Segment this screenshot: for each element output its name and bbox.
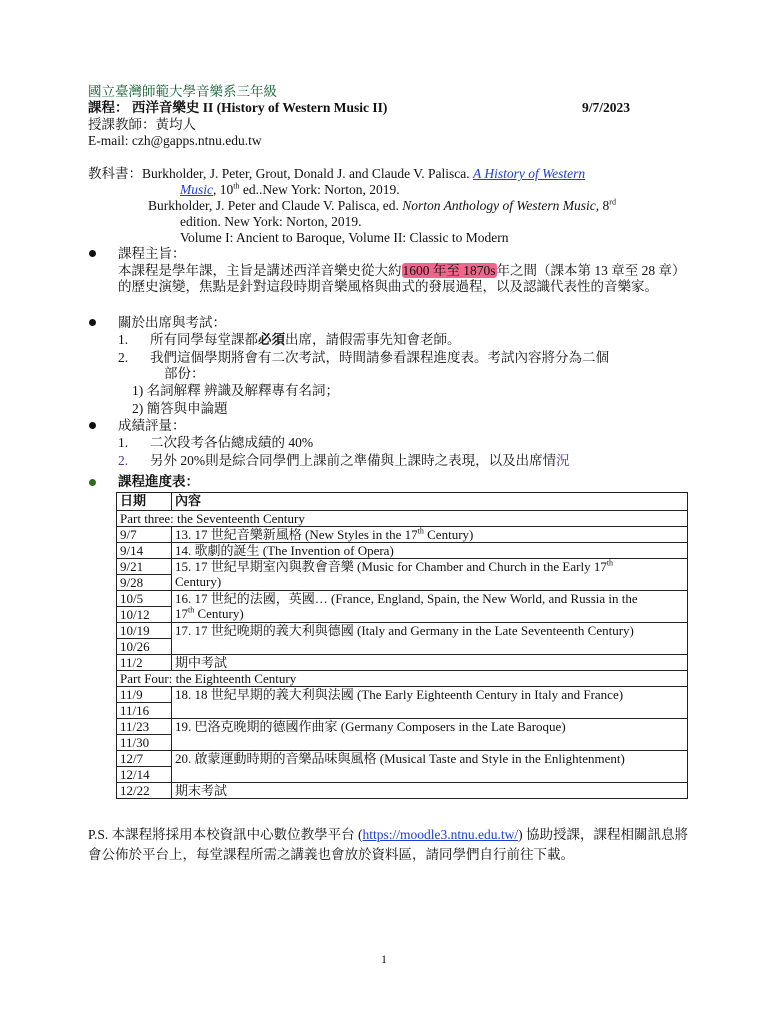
date-cell-top: 11/9	[117, 687, 171, 703]
instructor: 授課教師：黃均人	[88, 117, 196, 132]
date-cell: 9/14	[117, 543, 172, 559]
date-cell-top: 12/7	[117, 751, 171, 767]
attendance-item-1-num: 1.	[118, 332, 129, 347]
table-row	[117, 783, 688, 799]
content-text: Century)	[175, 574, 222, 589]
section-row	[117, 671, 688, 687]
textbook-1-edition: , 10	[213, 182, 234, 197]
textbook-1-title-link[interactable]: A History of Western	[473, 166, 586, 181]
section-row	[117, 511, 688, 527]
date-cell-bottom: 9/28	[120, 575, 144, 590]
attendance-item-2-num: 2.	[118, 350, 129, 365]
exam-part-2: 2) 簡答與申論題	[132, 401, 228, 416]
ps-note	[88, 825, 688, 865]
date-cell-top: 10/5	[117, 591, 171, 607]
grading-item-2-num: 2.	[118, 453, 129, 468]
content-text: 17	[175, 606, 188, 621]
grading-item-2-a: 另外 20%則是綜合同學們上課前之準備與上課時之表現，以及出席情	[150, 453, 557, 468]
ps-text-a: P.S. 本課程將採用本校資訊中心數位教學平台 (	[88, 827, 363, 842]
course-label: 課程：	[88, 100, 129, 115]
attendance-must: 必須	[258, 332, 285, 347]
table-row	[117, 687, 688, 719]
content-text: Century)	[423, 527, 474, 542]
date-cell-bottom: 11/16	[120, 703, 150, 718]
attendance-item-1-b: 出席，請假需事先知會老師。	[285, 332, 461, 347]
date-cell: 12/22	[117, 783, 172, 799]
textbook-line-4: edition. New York: Norton, 2019.	[180, 214, 362, 229]
course-title	[88, 100, 631, 116]
table-row	[117, 751, 688, 783]
attendance-item-2-a: 我們這個學期將會有二次考試，時間請參看課程進度表。考試內容將分為二個	[150, 350, 609, 365]
attendance-label: 關於出席與考試：	[118, 315, 226, 330]
textbook-line-2	[180, 182, 400, 198]
date-cell-top: 11/23	[117, 719, 171, 735]
date-cell-bottom: 11/30	[120, 735, 150, 750]
date-cell-bottom: 10/26	[120, 639, 150, 654]
attendance-item-1-a: 所有同學每堂課都	[150, 332, 258, 347]
content-cell: 20. 啟蒙運動時期的音樂品味與風格 (Musical Taste and Style in the Enlightenment)	[172, 751, 688, 783]
page-number: 1	[381, 952, 387, 966]
table-row	[117, 719, 688, 751]
table-header-row	[117, 493, 688, 511]
content-cell	[172, 559, 688, 591]
date-cell: 11/2	[117, 655, 172, 671]
purpose-label: 課程主旨：	[118, 246, 186, 261]
date-cell-top: 9/21	[117, 559, 171, 575]
grading-item-1-num: 1.	[118, 435, 129, 450]
content-text: Century)	[194, 606, 244, 621]
attendance-item-2-b: 部份：	[164, 366, 205, 381]
content-text: 16. 17 世紀的法國，英國… (France, England, Spain, the New World, and Russia in the	[175, 591, 638, 606]
textbook-line-3	[148, 198, 616, 214]
moodle-link[interactable]: https://moodle3.ntnu.edu.tw/	[362, 827, 519, 842]
section-part-three: Part three: the Seventeenth Century	[117, 511, 688, 527]
content-text: 13. 17 世紀音樂新風格 (New Styles in the 17	[175, 527, 418, 542]
textbook-1-sup: th	[233, 181, 240, 191]
bullet-icon	[88, 476, 98, 486]
attendance-item-1	[150, 332, 461, 348]
grading-label: 成績評量：	[118, 418, 186, 433]
textbook-line-5: Volume I: Ancient to Baroque, Volume II: Classic to Modern	[180, 230, 509, 245]
content-cell: 期中考試	[172, 655, 688, 671]
textbook-label: 教科書：	[88, 166, 142, 181]
content-sup: th	[188, 605, 195, 615]
schedule-table	[116, 492, 688, 799]
content-cell	[172, 591, 688, 623]
table-row	[117, 527, 688, 543]
date-cell	[117, 591, 172, 623]
date-cell: 9/7	[117, 527, 172, 543]
date-cell	[117, 623, 172, 655]
textbook-1-publisher: ed..New York: Norton, 2019.	[239, 182, 400, 197]
col-content-header: 內容	[172, 493, 688, 511]
content-cell: 14. 歌劇的誕生 (The Invention of Opera)	[172, 543, 688, 559]
grading-item-1: 二次段考各佔總成績的 40%	[150, 435, 314, 450]
date-cell	[117, 559, 172, 591]
textbook-line-1	[88, 166, 585, 182]
table-row	[117, 591, 688, 623]
content-cell: 18. 18 世紀早期的義大利與法國 (The Early Eighteenth Century in Italy and France)	[172, 687, 688, 719]
textbook-1-authors: Burkholder, J. Peter, Grout, Donald J. and Claude V. Palisca.	[142, 166, 474, 181]
textbook-2-edition: , 8	[595, 198, 610, 213]
textbook-2-authors: Burkholder, J. Peter and Claude V. Palisca, ed.	[148, 198, 403, 213]
table-row	[117, 543, 688, 559]
content-cell: 期末考試	[172, 783, 688, 799]
grading-item-2	[150, 453, 570, 469]
content-cell: 19. 巴洛克晚期的德國作曲家 (Germany Composers in the Late Baroque)	[172, 719, 688, 751]
school-heading: 國立臺灣師範大學音樂系三年級	[88, 84, 277, 99]
ps-text-b: ) 協助授課，課程相關訊息將會公佈於平台上，每堂課程所需之講義也會放於資料區，請同學們自行前往下載。	[88, 827, 689, 862]
content-cell: 17. 17 世紀晚期的義大利與德國 (Italy and Germany in the Late Seventeenth Century)	[172, 623, 688, 655]
course-date: 9/7/2023	[582, 100, 631, 115]
date-cell	[117, 719, 172, 751]
content-sup: th	[417, 526, 424, 536]
bullet-icon	[88, 419, 98, 429]
bullet-icon	[88, 316, 98, 326]
exam-part-1: 1) 名詞解釋 辨識及解釋專有名詞；	[132, 383, 339, 398]
purpose-text-a: 本課程是學年課，主旨是講述西洋音樂史從大約	[118, 263, 402, 278]
bullet-icon	[88, 247, 98, 257]
table-row	[117, 623, 688, 655]
date-cell-bottom: 12/14	[120, 767, 150, 782]
date-cell-top: 10/19	[117, 623, 171, 639]
purpose-text-b: 年之間（課本第 13 章至 28 章）的歷史演變，焦點是針對這段時期音樂風格與曲式的發展過程，以及認識代表性的音樂家。	[118, 263, 679, 294]
instructor-email: E-mail: czh@gapps.ntnu.edu.tw	[88, 133, 262, 148]
table-row	[117, 559, 688, 591]
section-part-four: Part Four: the Eighteenth Century	[117, 671, 688, 687]
table-row	[117, 655, 688, 671]
grading-item-2-b: 況	[556, 453, 570, 468]
content-text: 15. 17 世紀早期室內與教會音樂 (Music for Chamber and Church in the Early 17	[175, 559, 607, 574]
date-cell	[117, 751, 172, 783]
textbook-1-title-link-cont[interactable]: Music	[180, 182, 213, 197]
content-sup: th	[606, 558, 614, 568]
course-name: 西洋音樂史 II (History of Western Music II)	[131, 100, 388, 115]
highlighted-years: 1600 年至 1870s	[402, 263, 496, 278]
col-date-header: 日期	[117, 493, 172, 511]
textbook-2-title: Norton Anthology of Western Music	[402, 198, 596, 213]
date-cell-bottom: 10/12	[120, 607, 150, 622]
schedule-label: 課程進度表：	[118, 474, 199, 489]
purpose-text	[118, 263, 683, 295]
date-cell	[117, 687, 172, 719]
textbook-2-sup: rd	[609, 197, 616, 207]
content-cell	[172, 527, 688, 543]
